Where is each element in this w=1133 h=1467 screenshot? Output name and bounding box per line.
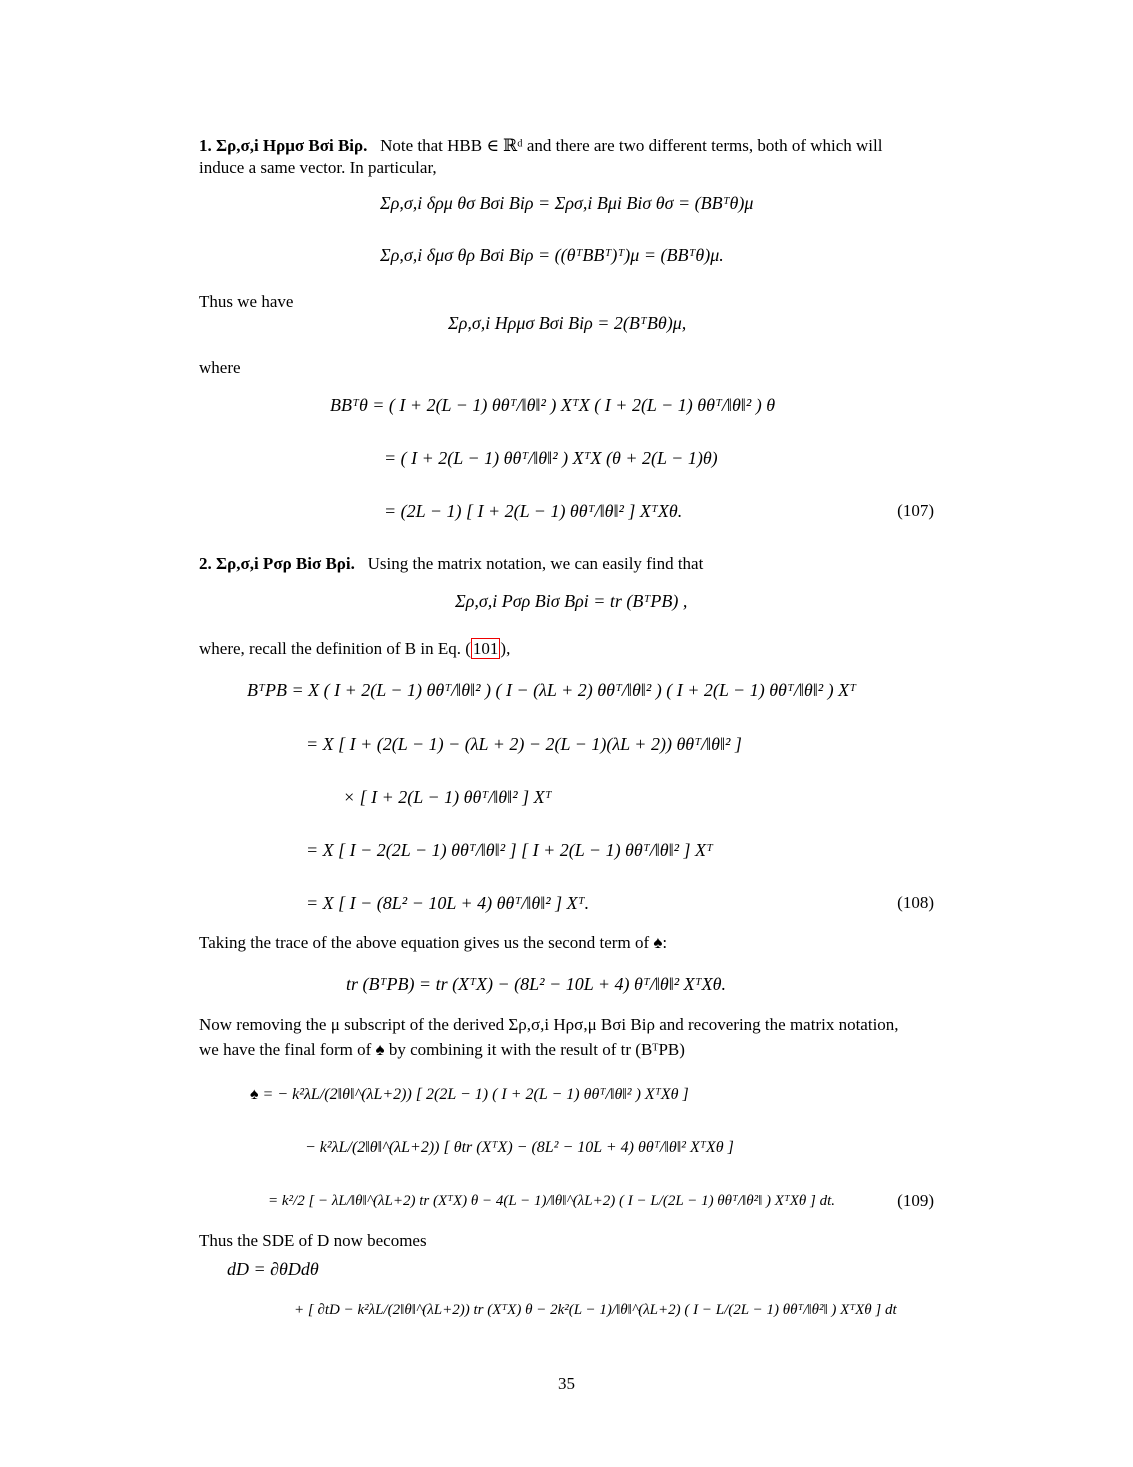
equation: dD = ∂θDdθ bbox=[227, 1259, 319, 1279]
item1-line2: induce a same vector. In particular, bbox=[199, 158, 437, 177]
equation: = k²/2 [ − λL/‖θ‖^(λL+2) tr (XᵀX) θ − 4(L − 1)/‖θ‖^(λL+2) ( I − L/(2L − 1) θθᵀ/‖θ²‖ ) XᵀXθ ] dt. bbox=[268, 1193, 836, 1209]
text: we have the final form of ♠ by combining it with the result of tr (BᵀPB) bbox=[199, 1040, 685, 1059]
equation: BᵀPB = X ( I + 2(L − 1) θθᵀ/‖θ‖² ) ( I − (λL + 2) θθᵀ/‖θ‖² ) ( I + 2(L − 1) θθᵀ/‖θ‖² ) Xᵀ bbox=[247, 680, 857, 700]
text: Thus the SDE of D now becomes bbox=[199, 1231, 427, 1250]
text: Thus we have bbox=[199, 292, 294, 311]
item2-label: 2. Σρ,σ,i Pσρ Biσ Bρi. bbox=[199, 554, 355, 573]
equation: Σρ,σ,i Pσρ Biσ Bρi = tr (BᵀPB) , bbox=[455, 591, 688, 611]
item1-label: 1. Σρ,σ,i Hρμσ Bσi Biρ. bbox=[199, 136, 368, 155]
text: where bbox=[199, 358, 241, 377]
equation: = X [ I − 2(2L − 1) θθᵀ/‖θ‖² ] [ I + 2(L − 1) θθᵀ/‖θ‖² ] Xᵀ bbox=[306, 840, 713, 860]
item1-text: Note that HBB ∈ ℝᵈ and there are two different terms, both of which will bbox=[380, 136, 883, 155]
eq-ref-link[interactable]: 101 bbox=[472, 639, 499, 658]
text: where, recall the definition of B in Eq. ( bbox=[199, 639, 471, 658]
text: Now removing the μ subscript of the derived Σρ,σ,i Hρσ,μ Bσi Biρ and recovering the matrix notation, bbox=[199, 1015, 899, 1034]
item1-line1 bbox=[199, 136, 882, 156]
equation: Σρ,σ,i δρμ θσ Bσi Biρ = Σρσ,i Bμi Biσ θσ = (BBᵀθ)μ bbox=[380, 193, 754, 213]
text: Taking the trace of the above equation gives us the second term of ♠: bbox=[199, 933, 668, 952]
equation-number: (109) bbox=[897, 1191, 934, 1210]
equation: = ( I + 2(L − 1) θθᵀ/‖θ‖² ) XᵀX (θ + 2(L − 1)θ) bbox=[384, 448, 718, 468]
text: ), bbox=[500, 639, 511, 658]
item2-line bbox=[199, 554, 703, 574]
recall-line bbox=[199, 639, 510, 659]
page-number: 35 bbox=[558, 1374, 575, 1393]
equation-number: (107) bbox=[897, 501, 934, 520]
equation: + [ ∂tD − k²λL/(2‖θ‖^(λL+2)) tr (XᵀX) θ − 2k²(L − 1)/‖θ‖^(λL+2) ( I − L/(2L − 1) θθᵀ/‖θ²‖ ) XᵀXθ ] dt bbox=[294, 1302, 897, 1318]
equation: = X [ I + (2(L − 1) − (λL + 2) − 2(L − 1)(λL + 2)) θθᵀ/‖θ‖² ] bbox=[306, 734, 742, 754]
equation: ♠ = − k²λL/(2‖θ‖^(λL+2)) [ 2(2L − 1) ( I + 2(L − 1) θθᵀ/‖θ‖² ) XᵀXθ ] bbox=[250, 1086, 689, 1103]
equation: Σρ,σ,i Hρμσ Bσi Biρ = 2(BᵀBθ)μ, bbox=[448, 313, 687, 333]
item2-text: Using the matrix notation, we can easily find that bbox=[367, 554, 704, 573]
equation: tr (BᵀPB) = tr (XᵀX) − (8L² − 10L + 4) θᵀ/‖θ‖² XᵀXθ. bbox=[346, 974, 726, 994]
equation: Σρ,σ,i δμσ θρ Bσi Biρ = ((θᵀBBᵀ)ᵀ)μ = (BBᵀθ)μ. bbox=[380, 245, 724, 265]
equation-number: (108) bbox=[897, 893, 934, 912]
equation: BBᵀθ = ( I + 2(L − 1) θθᵀ/‖θ‖² ) XᵀX ( I + 2(L − 1) θθᵀ/‖θ‖² ) θ bbox=[330, 395, 776, 415]
equation: × [ I + 2(L − 1) θθᵀ/‖θ‖² ] Xᵀ bbox=[343, 787, 552, 807]
equation: = X [ I − (8L² − 10L + 4) θθᵀ/‖θ‖² ] Xᵀ. bbox=[306, 893, 590, 913]
equation: = (2L − 1) [ I + 2(L − 1) θθᵀ/‖θ‖² ] XᵀXθ. bbox=[384, 501, 683, 521]
equation: − k²λL/(2‖θ‖^(λL+2)) [ θtr (XᵀX) − (8L² − 10L + 4) θθᵀ/‖θ‖² XᵀXθ ] bbox=[305, 1139, 734, 1156]
